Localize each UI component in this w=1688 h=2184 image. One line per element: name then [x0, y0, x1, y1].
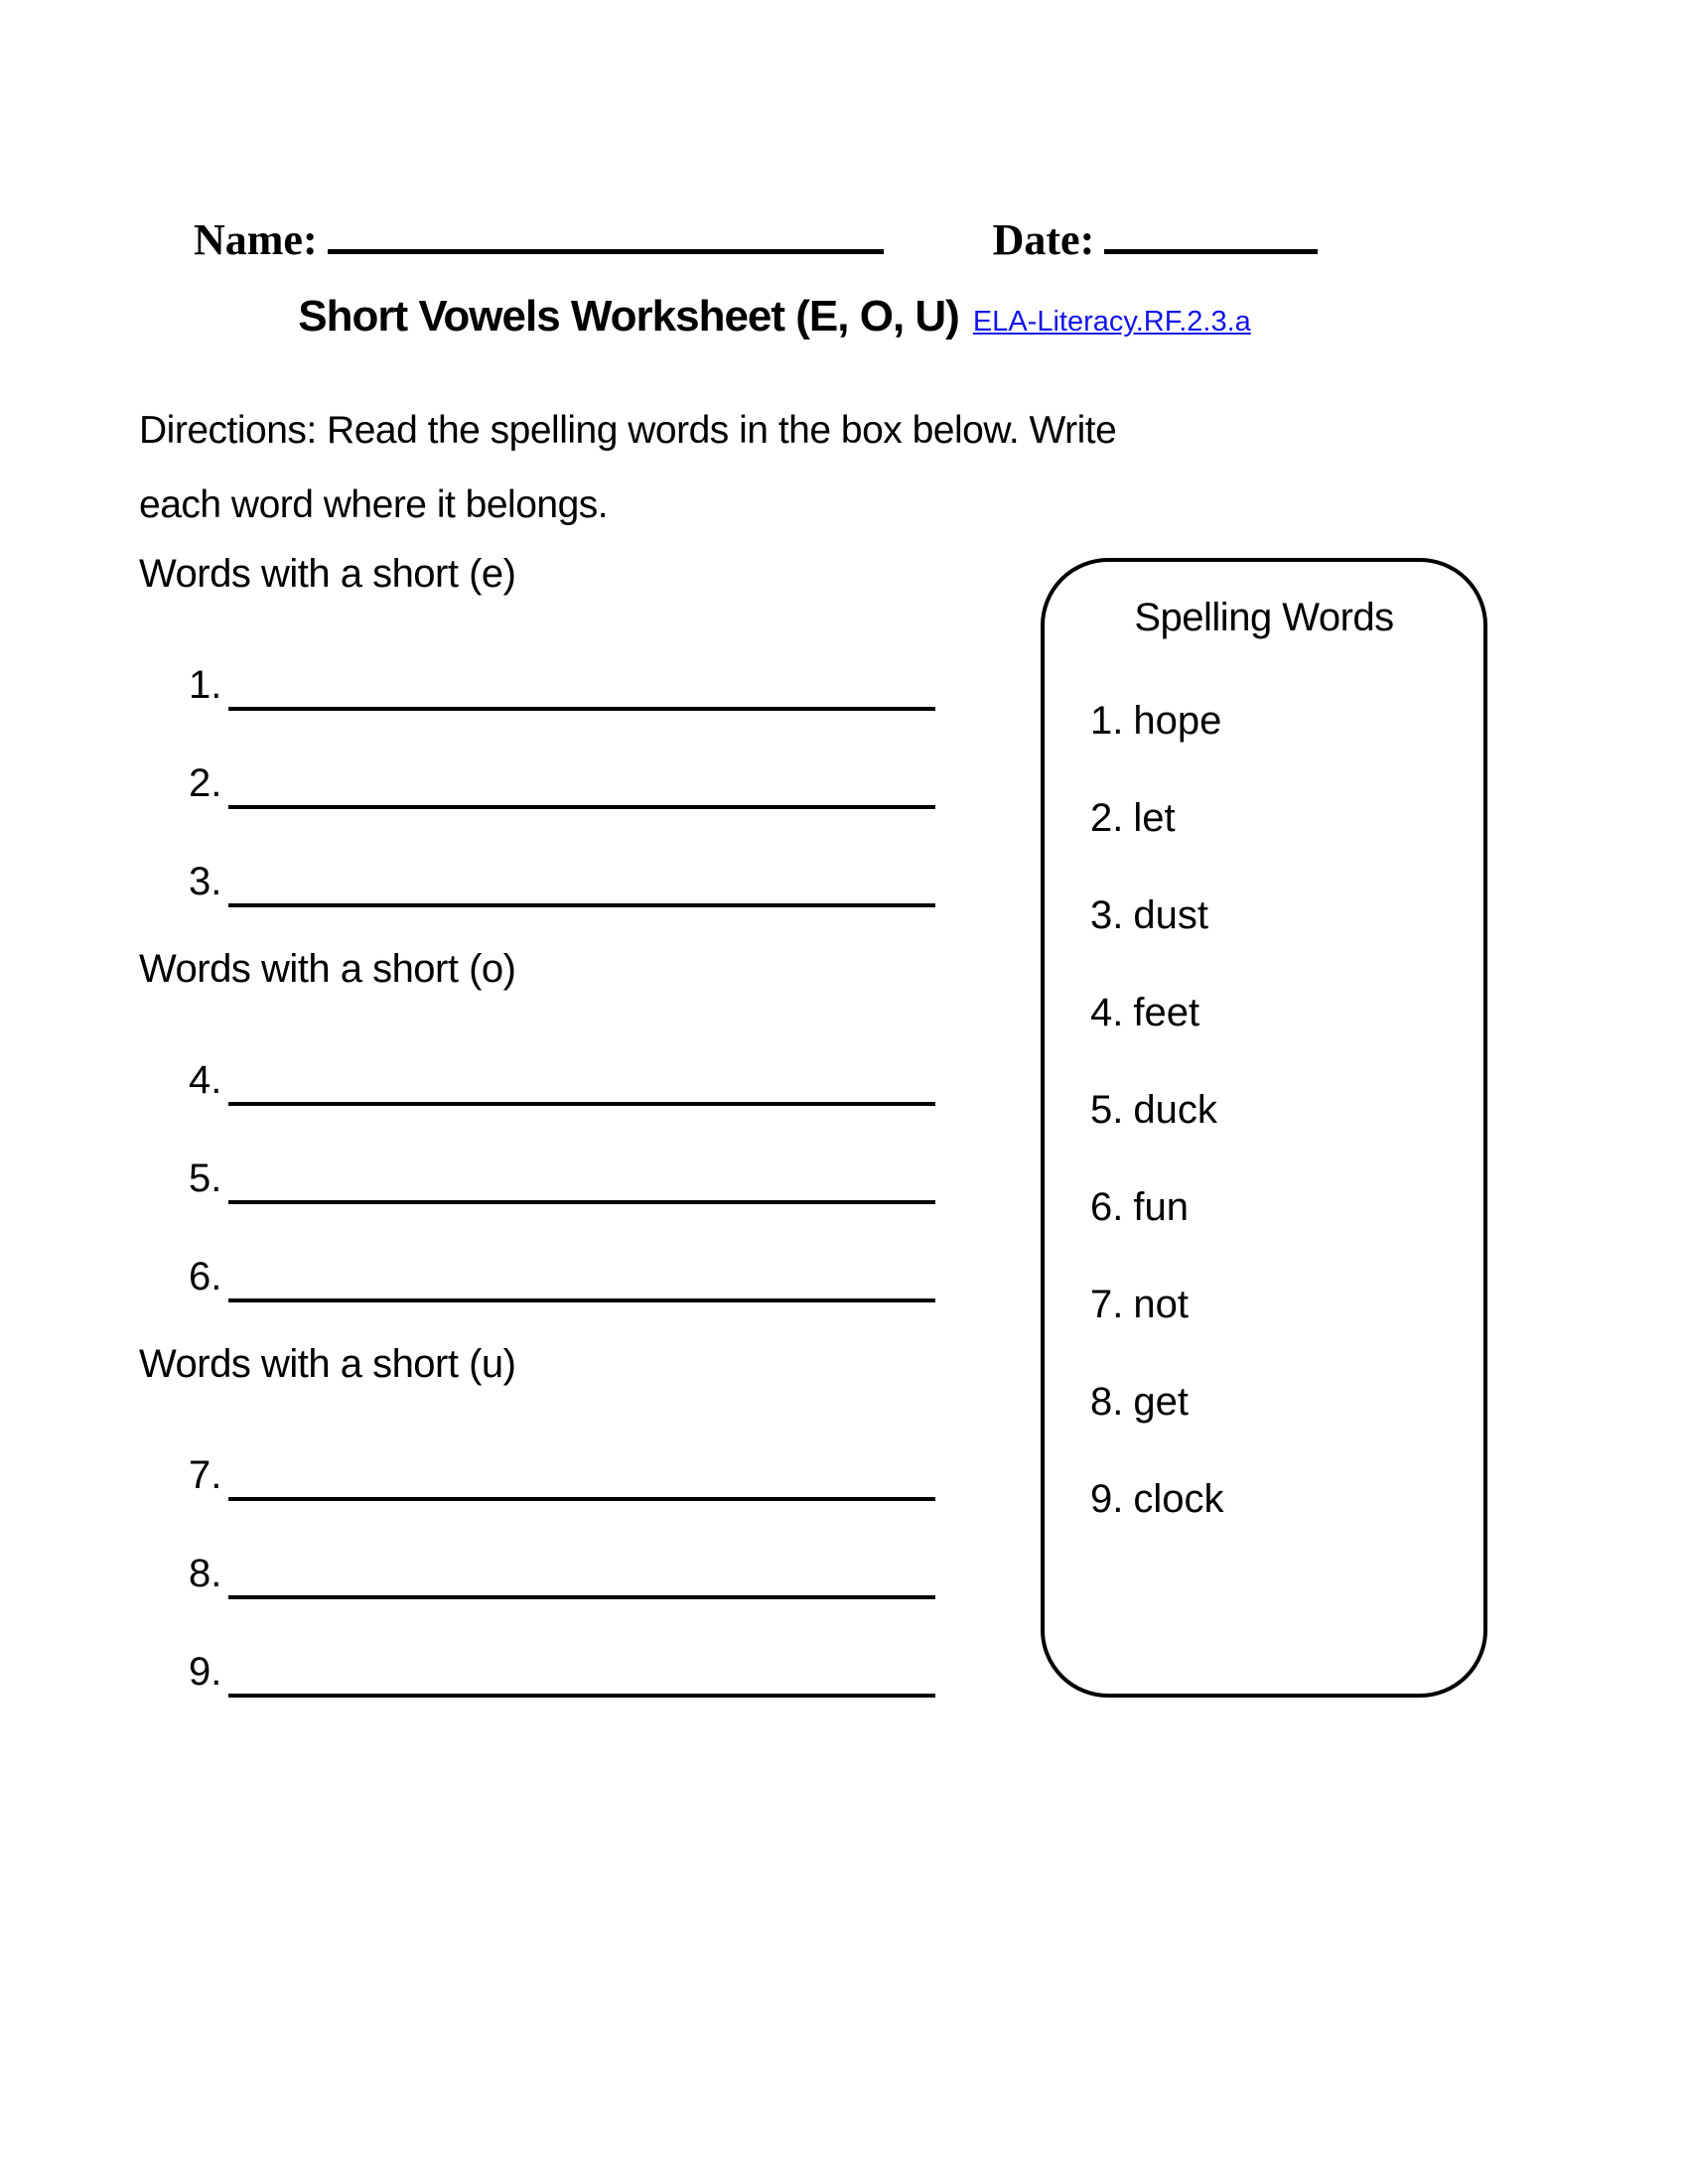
spelling-word-1-text: hope	[1133, 699, 1222, 743]
spelling-word-3-text: dust	[1133, 893, 1208, 937]
answer-row-6	[139, 1204, 953, 1302]
date-label: Date:	[992, 215, 1095, 264]
spelling-word-7-text: not	[1133, 1283, 1189, 1326]
spelling-word-9	[1090, 1474, 1483, 1524]
section-heading-short-o: Words with a short (o)	[139, 947, 516, 991]
spelling-word-9-number: 9.	[1090, 1477, 1124, 1521]
spelling-word-1-number: 1.	[1090, 699, 1124, 743]
spelling-word-2-text: let	[1133, 796, 1176, 840]
spelling-word-6-text: fun	[1133, 1185, 1189, 1229]
answer-line-9	[228, 1694, 935, 1698]
answer-row-7	[139, 1390, 953, 1501]
answer-row-4	[139, 995, 953, 1106]
name-label: Name:	[194, 215, 318, 264]
answer-number-3: 3.	[189, 860, 222, 903]
section-short-o	[139, 943, 953, 1302]
answer-number-4: 4.	[189, 1058, 222, 1102]
name-date-row	[194, 210, 1318, 265]
spelling-word-8	[1090, 1377, 1483, 1427]
directions-line-1: Directions: Read the spelling words in the box below. Write	[139, 409, 1117, 452]
answer-row-8	[139, 1501, 953, 1599]
answer-number-8: 8.	[189, 1552, 222, 1595]
spelling-word-8-text: get	[1133, 1380, 1189, 1424]
answer-number-2: 2.	[189, 761, 222, 805]
spelling-word-2	[1090, 793, 1483, 843]
spelling-word-6-number: 6.	[1090, 1185, 1124, 1229]
spelling-word-3	[1090, 890, 1483, 940]
directions-text	[139, 393, 1116, 542]
name-blank-line	[328, 210, 884, 254]
spelling-words-list	[1045, 696, 1483, 1524]
answer-row-1	[139, 600, 953, 711]
answer-line-3	[228, 903, 935, 907]
spelling-word-2-number: 2.	[1090, 796, 1124, 840]
page-title: Short Vowels Worksheet (E, O, U)	[298, 292, 959, 341]
answer-number-9: 9.	[189, 1650, 222, 1694]
answer-line-1	[228, 707, 935, 711]
spelling-word-9-text: clock	[1133, 1477, 1224, 1521]
answer-row-3	[139, 809, 953, 907]
answer-number-5: 5.	[189, 1157, 222, 1200]
title-row	[0, 292, 1549, 341]
answer-line-6	[228, 1298, 935, 1302]
spelling-word-4	[1090, 988, 1483, 1037]
spelling-word-4-number: 4.	[1090, 991, 1124, 1034]
answer-line-2	[228, 805, 935, 809]
answer-number-6: 6.	[189, 1255, 222, 1298]
answer-line-5	[228, 1200, 935, 1204]
spelling-word-5-number: 5.	[1090, 1088, 1124, 1132]
answer-line-7	[228, 1497, 935, 1501]
spelling-word-7-number: 7.	[1090, 1283, 1124, 1326]
date-blank-line	[1104, 210, 1318, 254]
directions-line-2: each word where it belongs.	[139, 483, 609, 526]
spelling-word-6	[1090, 1182, 1483, 1232]
answer-row-9	[139, 1599, 953, 1698]
spelling-word-1	[1090, 696, 1483, 746]
spelling-word-8-number: 8.	[1090, 1380, 1124, 1424]
answer-column	[139, 548, 953, 1698]
spelling-word-4-text: feet	[1133, 991, 1200, 1034]
spelling-word-3-number: 3.	[1090, 893, 1124, 937]
spelling-words-box	[1041, 558, 1487, 1698]
answer-row-2	[139, 711, 953, 809]
section-short-e	[139, 548, 953, 907]
spelling-word-5	[1090, 1085, 1483, 1135]
answer-line-4	[228, 1102, 935, 1106]
section-short-u	[139, 1338, 953, 1698]
section-heading-short-e: Words with a short (e)	[139, 552, 516, 596]
answer-number-1: 1.	[189, 663, 222, 707]
answer-line-8	[228, 1595, 935, 1599]
spelling-word-7	[1090, 1280, 1483, 1329]
answer-number-7: 7.	[189, 1453, 222, 1497]
section-heading-short-u: Words with a short (u)	[139, 1342, 516, 1386]
answer-row-5	[139, 1106, 953, 1204]
standard-link[interactable]: ELA-Literacy.RF.2.3.a	[972, 306, 1251, 338]
spelling-word-5-text: duck	[1133, 1088, 1217, 1132]
spelling-words-title: Spelling Words	[1134, 596, 1394, 639]
